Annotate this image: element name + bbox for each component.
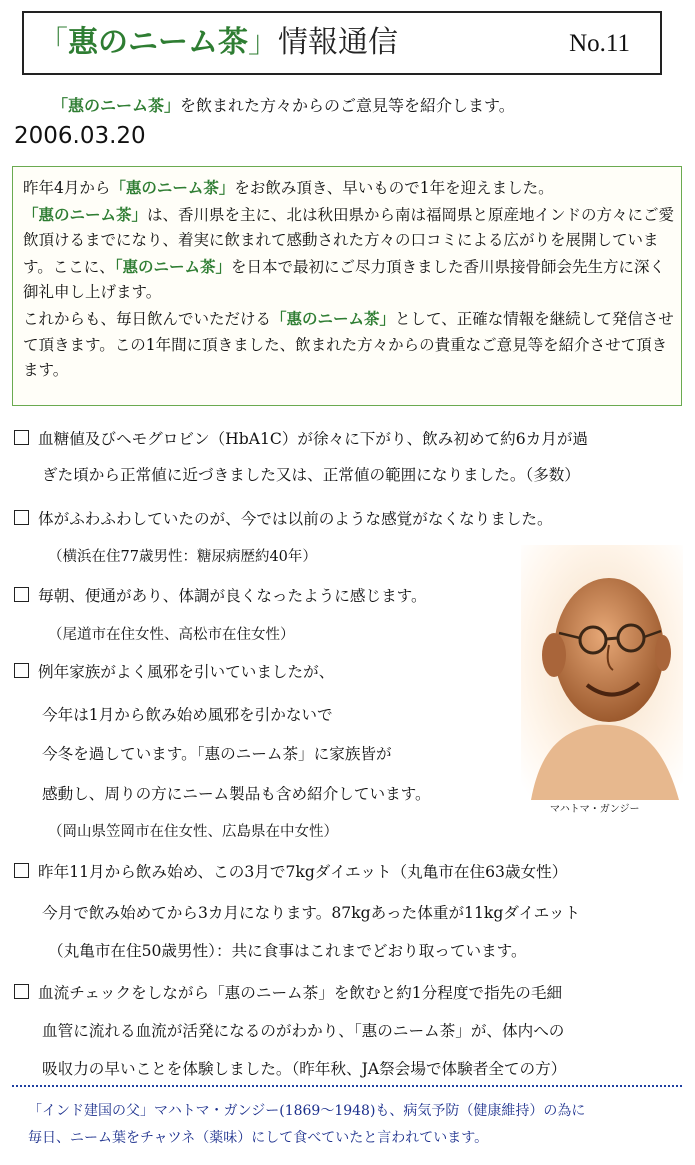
greeting-brand: 「惠のニーム茶」 [110,178,235,197]
testimonial-item [14,860,567,882]
item-line: （丸亀市在住50歳男性）：共に食事はこれまでどおり取っています。 [48,942,527,960]
issue-number: No.11 [569,30,630,57]
greeting-text: は、香川県を主に、北は秋田県から南は福岡県と原産地インドの方々にご愛飲頂けるまでになり、着実に飲まれて感動された方々の口コミによる広がりを展開しています。ここに、 [23,205,675,276]
greeting-text: として、正確な情報を継続して発信させて頂きます。この1年間に頂きました、飲まれた方々からの貴重なご意見等を紹介させて頂きます。 [23,309,674,380]
checkbox-icon [14,430,29,445]
photo-caption: マハトマ・ガンジー [550,804,640,815]
title-bracket-open: 「 [38,25,68,60]
testimonial-item [14,981,562,1003]
checkbox-icon [14,863,29,878]
item-line: 今年は1月から飲み始め風邪を引かないで [42,706,333,724]
item-attribution: （横浜在住77歳男性：糖尿病歴約40年） [48,549,317,565]
checkbox-icon [14,587,29,602]
greeting-paragraph-3 [23,306,675,384]
title-bracket-close: 」 [248,25,278,60]
testimonial-item [14,507,553,529]
item-line: 今冬を過しています。「惠のニーム茶」に家族皆が [42,745,392,763]
title-brand: 惠のニーム茶 [68,25,248,60]
item-line: 昨年11月から飲み始め、この3月で7kgダイエット（丸亀市在住63歳女性） [38,863,568,881]
item-line: 血糖値及びヘモグロビン（HbA1C）が徐々に下がり、飲み初めて約6カ月が過 [38,430,589,448]
testimonial-item [14,660,334,682]
issue-date: 2006.03.20 [14,123,146,149]
greeting-text: これからも、毎日飲んでいただける [23,309,272,328]
greeting-brand: 「惠のニーム茶」 [23,204,148,224]
item-line: 毎朝、便通があり、体調が良くなったように感じます。 [38,587,427,605]
greeting-box [12,166,682,406]
greeting-text: を日本で最初にご尽力頂きました香川県接骨師会先生方に深く御礼申し上げます。 [23,257,666,302]
newsletter-header [22,11,662,75]
intro-brand: 「惠のニーム茶」 [52,96,181,115]
greeting-text: をお飲み頂き、早いもので1年を迎えました。 [234,179,554,197]
item-attribution: （岡山県笠岡市在住女性、広島県在中女性） [48,824,338,840]
item-line: 血流チェックをしながら「惠のニーム茶」を飲むと約1分程度で指先の毛細 [38,984,563,1002]
footnote-line-1: 「インド建国の父」マハトマ・ガンジー(1869～1948)も、病気予防（健康維持）の為に [28,1103,586,1119]
footnote-divider [12,1085,682,1087]
item-line: ぎた頃から正常値に近づきました又は、正常値の範囲になりました。（多数） [42,466,580,484]
greeting-text: 昨年4月から [23,179,111,197]
testimonial-item [14,584,427,606]
intro-line [52,93,515,116]
checkbox-icon [14,663,29,678]
footnote-line-2: 毎日、ニーム葉をチャツネ（薬味）にして食べていたと言われています。 [28,1130,489,1146]
checkbox-icon [14,510,29,525]
testimonial-item [14,427,588,449]
greeting-brand: 「惠のニーム茶」 [114,256,232,276]
item-line: 感動し、周りの方にニーム製品も含め紹介しています。 [42,785,431,803]
newsletter-title [38,25,398,61]
checkbox-icon [14,984,29,999]
item-line: 例年家族がよく風邪を引いていましたが、 [38,663,335,681]
greeting-paragraph-1 [23,175,675,202]
title-rest: 情報通信 [278,25,398,60]
item-line: 体がふわふわしていたのが、今では以前のような感覚がなくなりました。 [38,510,553,528]
item-attribution: （尾道市在住女性、高松市在住女性） [48,627,295,643]
intro-text: を飲まれた方々からのご意見等を紹介します。 [180,96,515,115]
item-line: 今月で飲み始めてから3カ月になります。87kgあった体重が11kgダイエット [42,904,581,922]
item-line: 吸収力の早いことを体験しました。（昨年秋、JA祭会場で体験者全ての方） [42,1060,567,1078]
greeting-paragraph-2 [23,202,675,306]
item-line: 血管に流れる血流が活発になるのがわかり、「惠のニーム茶」が、体内への [42,1022,565,1040]
gandhi-portrait [521,545,683,800]
greeting-brand: 「惠のニーム茶」 [271,308,396,328]
